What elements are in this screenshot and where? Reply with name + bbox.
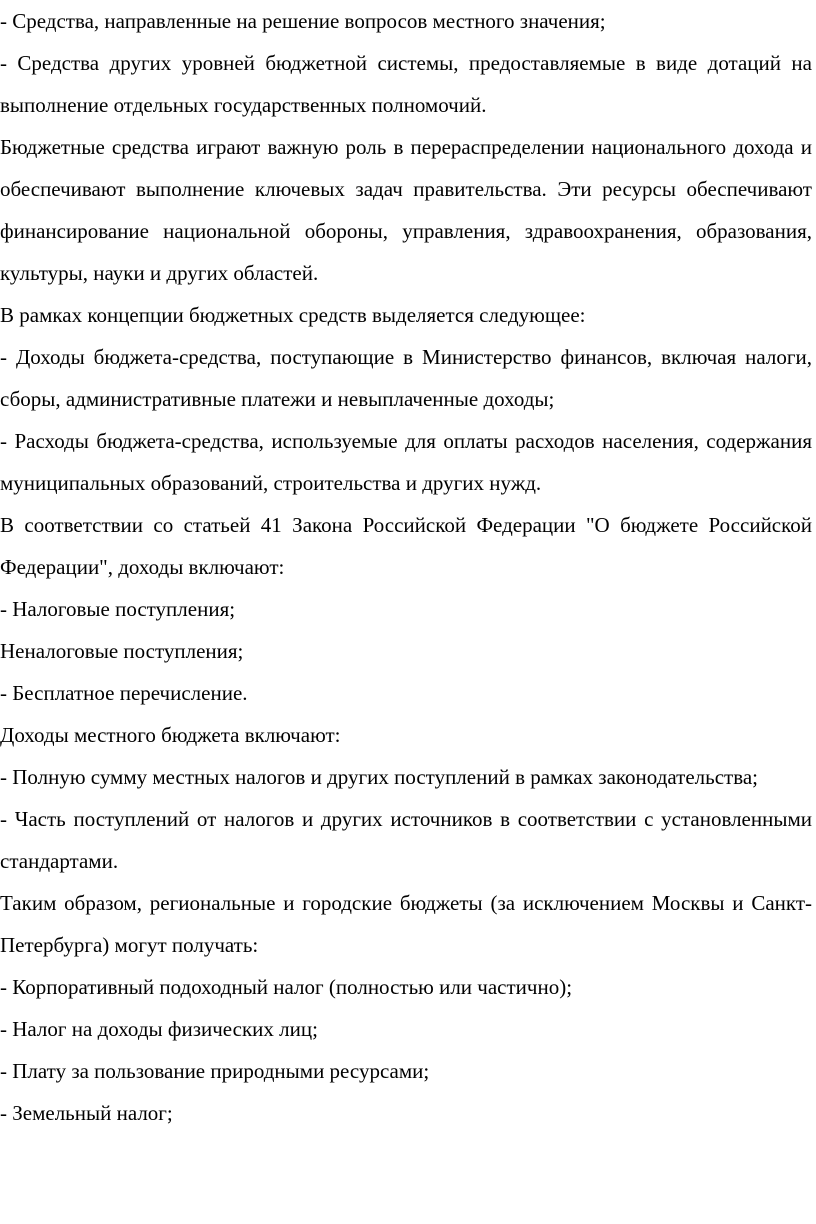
list-item-nontax-revenue: Неналоговые поступления; [0,639,244,663]
paragraph-concept-intro: В рамках концепции бюджетных средств выделяется следующее: [0,303,586,327]
paragraph-budget-income: - Доходы бюджета-средства, поступающие в Министерство финансов, включая налоги, сборы, административные платежи и невыплаченные доходы; [0,345,812,411]
paragraph-budget-role: Бюджетные средства играют важную роль в перераспределении национального дохода и обеспечивают выполнение ключевых задач правительства. Эти ресурсы обеспечивают финансирование национальной обороны, управления, здравоохранения, образования, культуры, науки и других областей. [0,135,812,285]
list-item-land-tax: - Земельный налог; [0,1101,173,1125]
list-item-local-taxes: - Полную сумму местных налогов и других поступлений в рамках законодательства; [0,765,758,789]
list-item-personal-income-tax: - Налог на доходы физических лиц; [0,1017,318,1041]
list-item-free-transfer: - Бесплатное перечисление. [0,681,248,705]
paragraph-local-income-intro: Доходы местного бюджета включают: [0,723,341,747]
paragraph-article-41: В соответствии со статьей 41 Закона Российской Федерации "О бюджете Российской Федерации", доходы включают: [0,513,812,579]
paragraph-local-funds: - Средства, направленные на решение вопросов местного значения; [0,9,606,33]
paragraph-other-levels: - Средства других уровней бюджетной системы, предоставляемые в виде дотаций на выполнение отдельных государственных полномочий. [0,51,812,117]
paragraph-budget-expenses: - Расходы бюджета-средства, используемые для оплаты расходов населения, содержания муниципальных образований, строительства и других нужд. [0,429,812,495]
list-item-tax-revenue: - Налоговые поступления; [0,597,236,621]
list-item-natural-resources-fee: - Плату за пользование природными ресурсами; [0,1059,430,1083]
paragraph-regional-budgets: Таким образом, региональные и городские бюджеты (за исключением Москвы и Санкт-Петербурга) могут получать: [0,891,812,957]
list-item-tax-share: - Часть поступлений от налогов и других источников в соответствии с установленными стандартами. [0,807,812,873]
list-item-corporate-tax: - Корпоративный подоходный налог (полностью или частично); [0,975,573,999]
